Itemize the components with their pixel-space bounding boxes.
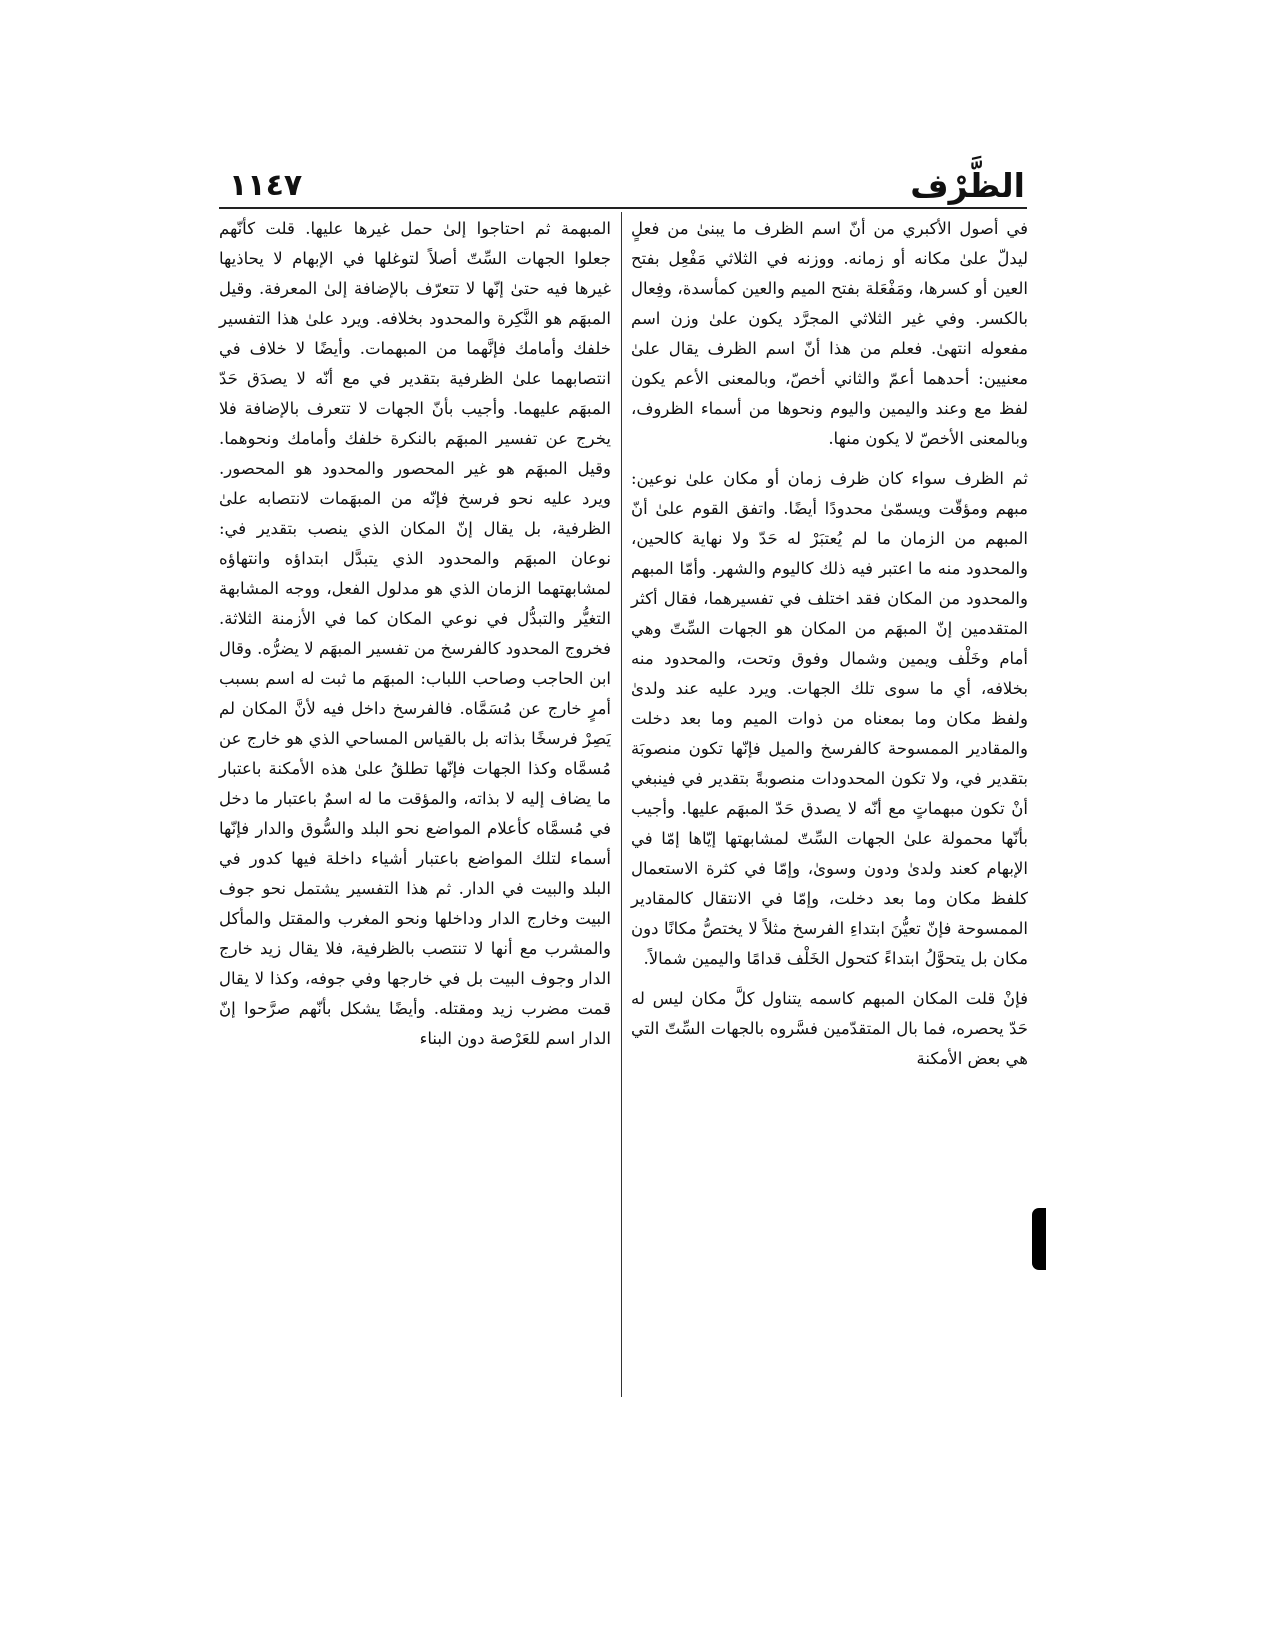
right-column-paragraph-1: في أصول الأكبري من أنّ اسم الظرف ما يبنىٰ من فعلٍ ليدلّ علىٰ مكانه أو زمانه. ووزنه في الثلاثي مَفْعِل بفتح العين أو كسرها، ومَفْعَلة بفتح الميم والعين كمأسدة، وفِعال بالكسر. وفي غير الثلاثي المجرَّد يكون علىٰ وزن اسم مفعوله انتهىٰ. فعلم من هذا أنّ اسم الظرف يقال علىٰ معنيين: أحدهما أعمّ والثاني أخصّ، وبالمعنى الأعم يكون لفظ مع وعند واليمين واليوم ونحوها من أسماء الظروف، وبالمعنى الأخصّ لا يكون منها. [631,219,1028,448]
left-column [219,214,611,1054]
column-rule [621,212,622,1397]
thumb-index-tab [1032,1208,1046,1270]
running-head: الظَّرْف [910,166,1025,205]
page-number: ١١٤٧ [229,168,303,203]
left-column-paragraph-1: المبهمة ثم احتاجوا إلىٰ حمل غيرها عليها. قلت كأنّهم جعلوا الجهات السِّتّ أصلاً لتوغلها في الإبهام لا يحاذيها غيرها فيه حتىٰ إنّها لا تتعرّف بالإضافة إلىٰ المعرفة. وقيل المبهَم هو النَّكِرة والمحدود بخلافه. ويرد علىٰ هذا التفسير خلفك وأمامك فإنَّهما من المبهمات. وأيضًا لا خلاف في انتصابهما علىٰ الظرفية بتقدير في مع أنّه لا يصدَق حَدّ المبهَم عليهما. وأجيب بأنّ الجهات لا تتعرف بالإضافة فلا يخرج عن تفسير المبهَم بالنكرة خلفك وأمامك ونحوهما. وقيل المبهَم هو غير المحصور والمحدود هو المحصور. ويرد عليه نحو فرسخ فإنّه من المبهَمات لانتصابه علىٰ الظرفية، بل يقال إنّ المكان الذي ينصب بتقدير في: نوعان المبهَم والمحدود الذي يتبدَّل ابتداؤه وانتهاؤه لمشابهتهما الزمان الذي هو مدلول الفعل، ووجه المشابهة التغيُّر والتبدُّل في نوعي المكان كما في الأزمنة الثلاثة. فخروج المحدود كالفرسخ من تفسير المبهَم لا يضرُّه. وقال ابن الحاجب وصاحب اللباب: المبهَم ما ثبت له اسم بسبب أمرٍ خارج عن مُسَمَّاه. فالفرسخ داخل فيه لأنَّ المكان لم يَصِرْ فرسخًا بذاته بل بالقياس المساحي الذي هو خارج عن مُسمَّاه وكذا الجهات فإنّها تطلقُ علىٰ هذه الأمكنة باعتبار ما يضاف إليه لا بذاته، والمؤقت ما له اسمٌ باعتبار ما دخل في مُسمَّاه كأعلام المواضع نحو البلد والسُّوق والدار فإنّها أسماء لتلك المواضع باعتبار أشياء داخلة فيها كدور في البلد والبيت في الدار. ثم هذا التفسير يشتمل نحو جوف البيت وخارج الدار وداخلها ونحو المغرب والمقتل والمأكل والمشرب مع أنها لا تنتصب بالظرفية، فلا يقال زيد خارج الدار وجوف البيت بل في خارجها وفي جوفه، وكذا لا يقال قمت مضرب زيد ومقتله. وأيضًا يشكل بأنّهم صرَّحوا إنّ الدار اسم للعَرْصة دون البناء [219,219,611,1048]
right-column [631,214,1028,1074]
right-column-paragraph-2: ثم الظرف سواء كان ظرف زمان أو مكان علىٰ نوعين: مبهم ومؤقّت ويسمّىٰ محدودًا أيضًا. واتفق القوم علىٰ أنّ المبهم من الزمان ما لم يُعتبَرْ له حَدّ ولا نهاية كالحين، والمحدود منه ما اعتبر فيه ذلك كاليوم والشهر. وأمّا المبهم والمحدود من المكان فقد اختلف في تفسيرهما، فقال أكثر المتقدمين إنّ المبهَم من المكان هو الجهات السِّتّ وهي أمام وخَلْف ويمين وشمال وفوق وتحت، والمحدود منه بخلافه، أي ما سوى تلك الجهات. ويرد عليه عند ولدىٰ ولفظ مكان وما بمعناه من ذوات الميم وما بعد دخلت والمقادير الممسوحة كالفرسخ والميل فإنّها تكون منصوبَة بتقدير في، ولا تكون المحدودات منصوبةً بتقدير في فينبغي أنْ تكون مبهماتٍ مع أنّه لا يصدق حَدّ المبهَم عليها. وأجيب بأنّها محمولة علىٰ الجهات السِّتّ لمشابهتها إيّاها إمّا في الإبهام كعند ولدىٰ ودون وسوىٰ، وإمّا في كثرة الاستعمال كلفظ مكان وما بعد دخلت، وإمّا في الانتقال كالمقادير الممسوحة فإنّ تعيُّنَ ابتداءِ الفرسخ مثلاً لا يختصُّ مكانًا دون مكان بل يتحوَّلُ ابتداءً كتحول الخَلْف قدامًا واليمين شمالاً. [631,469,1028,968]
right-column-paragraph-3: فإنْ قلت المكان المبهم كاسمه يتناول كلَّ مكان ليس له حَدّ يحصره، فما بال المتقدّمين فسَّروه بالجهات السِّتّ التي هي بعض الأمكنة [631,989,1028,1068]
header-rule [219,207,1027,209]
